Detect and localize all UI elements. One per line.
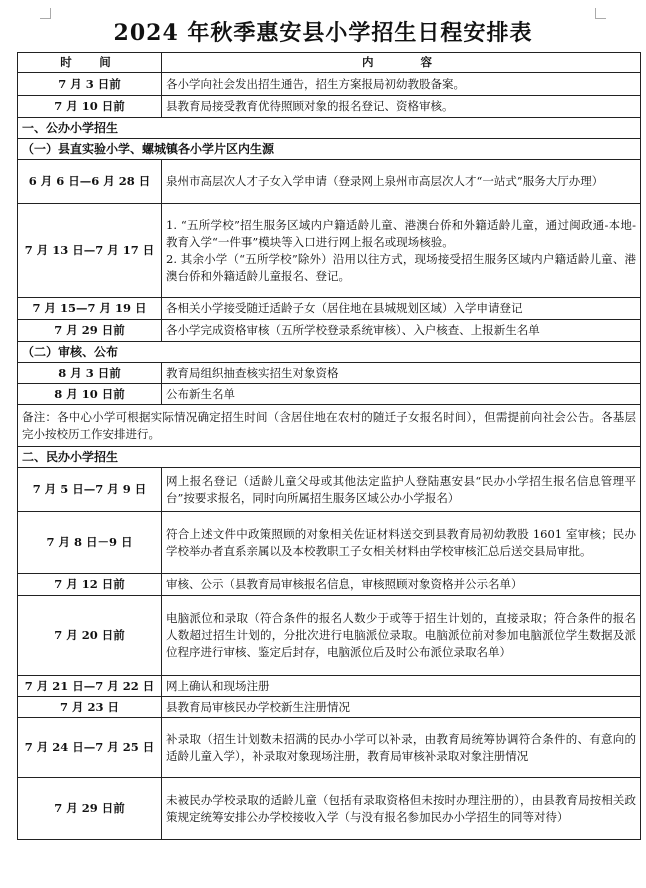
- note-row: [18, 405, 641, 447]
- table-row: [18, 574, 641, 596]
- table-row: [18, 298, 641, 320]
- subsection-row: [18, 139, 641, 160]
- row-content: 各小学向社会发出招生通告，招生方案报局初幼教股备案。: [162, 73, 641, 96]
- row-content: 审核、公示（县教育局审核报名信息，审核照顾对象资格并公示名单）: [162, 574, 641, 596]
- row-time: 7 月 29 日前: [18, 320, 162, 342]
- row-content: 符合上述文件中政策照顾的对象相关佐证材料送交到县教育局初幼教股 1601 室审核；民办学校举办者直系亲属以及本校教职工子女相关材料由学校审核汇总后送交县局审批。: [162, 512, 641, 574]
- row-time: 7 月 29 日前: [18, 778, 162, 840]
- row-time: 7 月 24 日—7 月 25 日: [18, 718, 162, 778]
- document-title: 2024 年秋季惠安县小学招生日程安排表: [113, 20, 533, 46]
- row-time: 8 月 10 日前: [18, 384, 162, 405]
- table-row: [18, 96, 641, 118]
- table-row: [18, 676, 641, 697]
- row-content: 各相关小学接受随迁适龄子女（居住地在县城规划区域）入学申请登记: [162, 298, 641, 320]
- row-time: 7 月 13 日—7 月 17 日: [18, 204, 162, 298]
- table-row: [18, 160, 641, 204]
- row-content: 网上报名登记（适龄儿童父母或其他法定监护人登陆惠安县“民办小学招生报名信息管理平台”按要求报名，同时向所属招生服务区域公办小学报名）: [162, 468, 641, 512]
- section-row: [18, 118, 641, 139]
- row-time: 7 月 8 日－9 日: [18, 512, 162, 574]
- row-time: 7 月 3 日前: [18, 73, 162, 96]
- row-time: 7 月 10 日前: [18, 96, 162, 118]
- subsection-heading-county: （一）县直实验小学、螺城镇各小学片区内生源: [18, 139, 641, 160]
- row-time: 7 月 20 日前: [18, 596, 162, 676]
- row-content: 电脑派位和录取（符合条件的报名人数少于或等于招生计划的，直接录取；符合条件的报名人数超过招生计划的，分批次进行电脑派位录取。电脑派位前对参加电脑派位学生数据及派位程序进行审核、鉴定后封存，电脑派位后及时公布派位录取名单）: [162, 596, 641, 676]
- table-row: [18, 718, 641, 778]
- table-row: [18, 320, 641, 342]
- subsection-heading-review: （二）审核、公布: [18, 342, 641, 363]
- row-time: 6 月 6 日—6 月 28 日: [18, 160, 162, 204]
- row-content: 网上确认和现场注册: [162, 676, 641, 697]
- table-row: [18, 778, 641, 840]
- row-content: 各小学完成资格审核（五所学校登录系统审核）、入户核查、上报新生名单: [162, 320, 641, 342]
- row-time: 7 月 15—7 月 19 日: [18, 298, 162, 320]
- header-content: 内 容: [162, 53, 641, 73]
- table-row: [18, 697, 641, 718]
- table-header-row: [18, 53, 641, 73]
- note-text: 备注：各中心小学可根据实际情况确定招生时间（含居住地在农村的随迁子女报名时间），但需提前向社会公告。各基层完小按校历工作安排进行。: [18, 405, 641, 447]
- row-content: 县教育局接受教育优待照顾对象的报名登记、资格审核。: [162, 96, 641, 118]
- table-row: [18, 512, 641, 574]
- table-row: [18, 73, 641, 96]
- row-content: 教育局组织抽查核实招生对象资格: [162, 363, 641, 384]
- section-row: [18, 447, 641, 468]
- content-paragraph-1: 1. “五所学校”招生服务区域内户籍适龄儿童、港澳台侨和外籍适龄儿童，通过闽政通-本地-教育入学“一件事”模块等入口进行网上报名或现场核验。: [166, 217, 636, 249]
- section-heading-public: 一、公办小学招生: [18, 118, 641, 139]
- row-time: 7 月 21 日—7 月 22 日: [18, 676, 162, 697]
- table-row: [18, 363, 641, 384]
- row-time: 8 月 3 日前: [18, 363, 162, 384]
- subsection-row: [18, 342, 641, 363]
- section-heading-private: 二、民办小学招生: [18, 447, 641, 468]
- row-time: 7 月 12 日前: [18, 574, 162, 596]
- row-content: 公布新生名单: [162, 384, 641, 405]
- table-row: [18, 204, 641, 298]
- row-content: [162, 204, 641, 298]
- row-time: 7 月 23 日: [18, 697, 162, 718]
- table-row: [18, 468, 641, 512]
- row-content: 补录取（招生计划数未招满的民办小学可以补录，由教育局统筹协调符合条件的、有意向的适龄儿童入学），补录取对象现场注册，教育局审核补录取对象注册情况: [162, 718, 641, 778]
- row-content: 未被民办学校录取的适龄儿童（包括有录取资格但未按时办理注册的），由县教育局按相关政策规定统筹安排公办学校接收入学（与没有报名参加民办小学招生的同等对待）: [162, 778, 641, 840]
- schedule-table: [17, 52, 641, 840]
- table-row: [18, 384, 641, 405]
- content-paragraph-2: 2. 其余小学（“五所学校”除外）沿用以往方式，现场接受招生服务区域内户籍适龄儿童、港澳台侨和外籍适龄儿童报名、登记。: [166, 251, 636, 283]
- row-content: 泉州市高层次人才子女入学申请（登录网上泉州市高层次人才“一站式”服务大厅办理）: [162, 160, 641, 204]
- header-time: 时 间: [18, 53, 162, 73]
- table-row: [18, 596, 641, 676]
- row-content: 县教育局审核民办学校新生注册情况: [162, 697, 641, 718]
- row-time: 7 月 5 日—7 月 9 日: [18, 468, 162, 512]
